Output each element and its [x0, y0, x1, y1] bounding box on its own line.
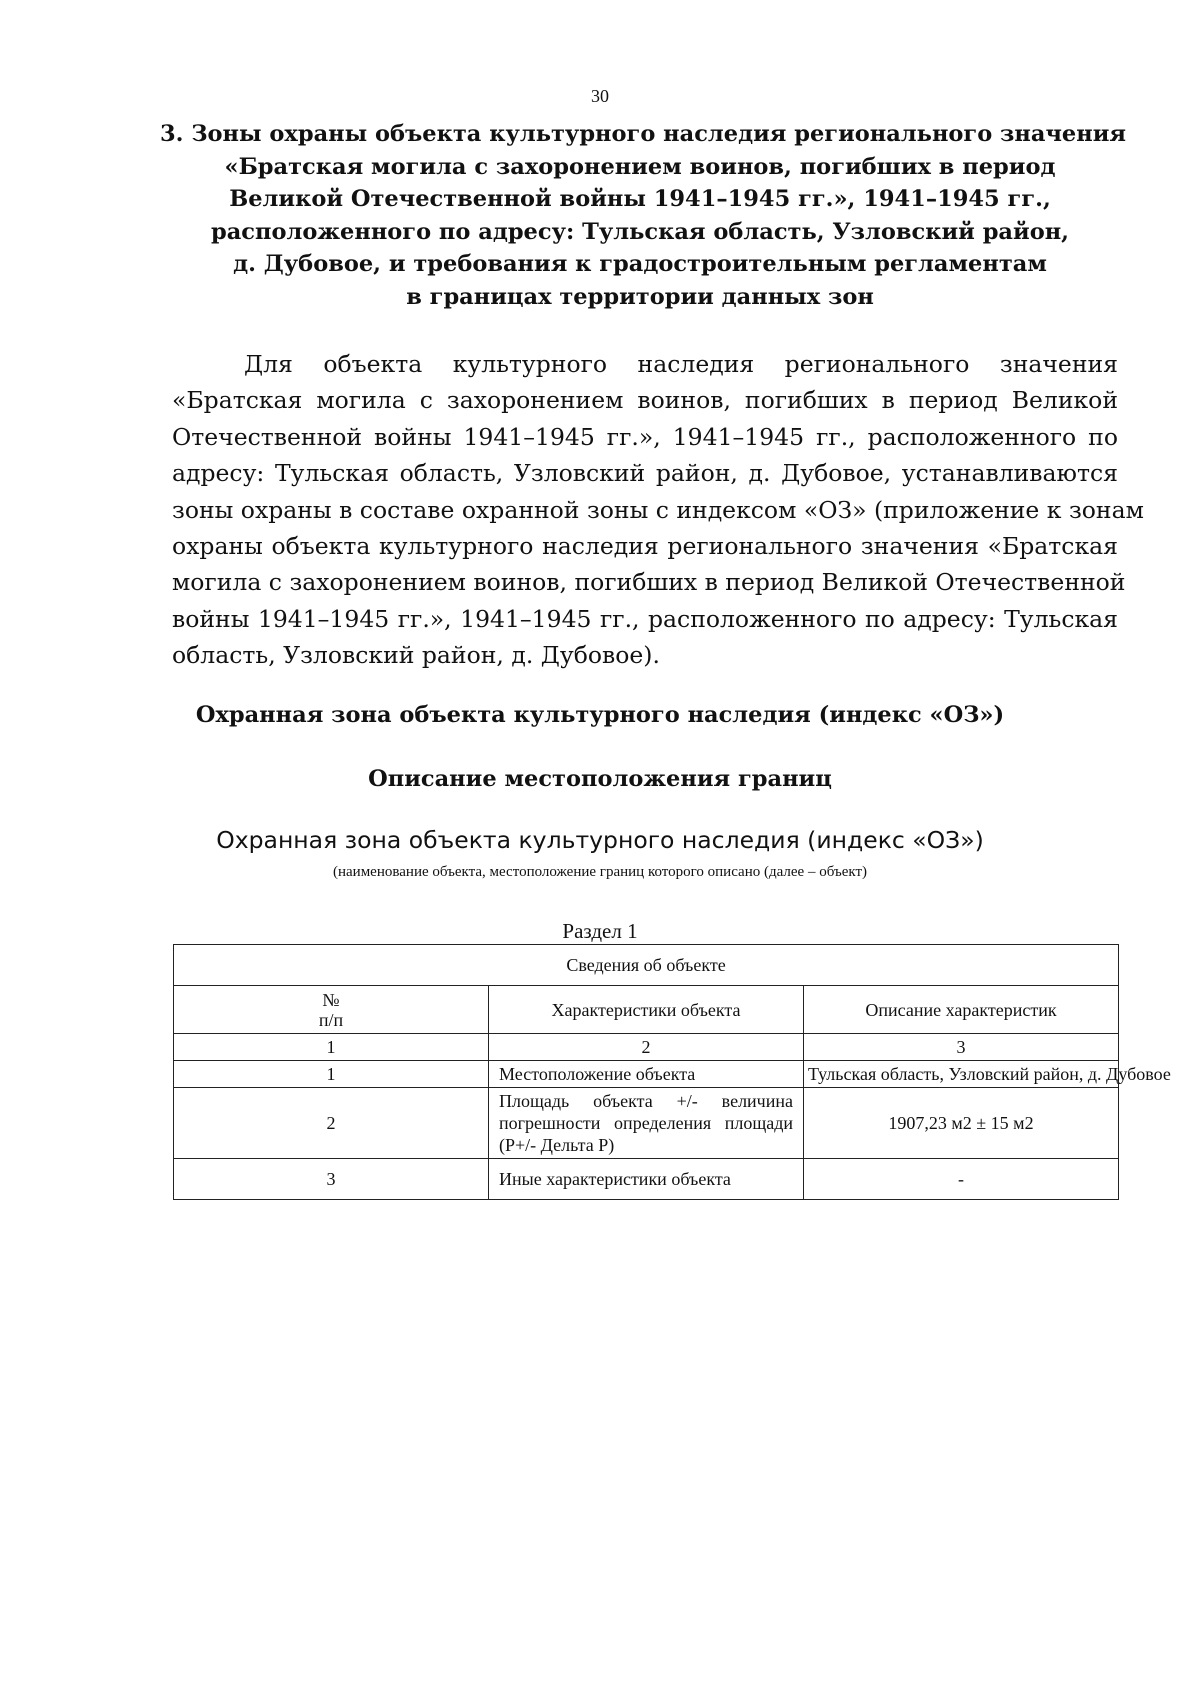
paragraph-line: адресу: Тульская область, Узловский район, д. Дубовое, устанавливаются — [172, 459, 1118, 488]
paragraph-line: Для объекта культурного наследия регионального значения — [244, 350, 1118, 378]
row-characteristic: Иные характеристики объекта — [489, 1159, 804, 1200]
header-num-abbr: п/п — [318, 1009, 344, 1030]
intro-paragraph — [172, 346, 1144, 674]
paragraph-line: «Братская могила с захоронением воинов, погибших в период Великой — [172, 386, 1118, 415]
column-number: 1 — [174, 1034, 489, 1061]
table-row — [174, 1088, 1119, 1159]
paragraph-line: Отечественной войны 1941–1945 гг.», 1941–1945 гг., расположенного по — [172, 422, 1118, 451]
zone-heading: Охранная зона объекта культурного наследия (индекс «ОЗ») — [195, 702, 1005, 728]
table-row — [174, 1159, 1119, 1200]
row-description: Тульская область, Узловский район, д. Дубовое — [804, 1061, 1119, 1088]
header-num-symbol: № — [322, 989, 340, 1010]
section-title-line: в границах территории данных зон — [406, 283, 874, 310]
section-title — [160, 118, 1127, 313]
column-number: 2 — [489, 1034, 804, 1061]
section-label: Раздел 1 — [562, 919, 638, 943]
column-number: 3 — [804, 1034, 1119, 1061]
boundary-heading: Описание местоположения границ — [368, 766, 832, 792]
header-characteristics: Характеристики объекта — [489, 986, 804, 1034]
table-row — [174, 1061, 1119, 1088]
row-number: 2 — [174, 1088, 489, 1159]
paragraph-line: область, Узловский район, д. Дубовое). — [172, 641, 660, 670]
object-info-table — [173, 944, 1171, 1200]
header-num — [174, 986, 489, 1034]
header-description: Описание характеристик — [804, 986, 1119, 1034]
row-number: 1 — [174, 1061, 489, 1088]
paragraph-line: охраны объекта культурного наследия регионального значения «Братская — [172, 532, 1118, 561]
section-title-line: Великой Отечественной войны 1941–1945 гг.», 1941–1945 гг., — [229, 186, 1051, 212]
table-header-row — [174, 986, 1119, 1034]
paragraph-line: войны 1941–1945 гг.», 1941–1945 гг., расположенного по адресу: Тульская — [172, 604, 1118, 633]
row-characteristic: Местоположение объекта — [489, 1061, 804, 1088]
table-title-row — [174, 945, 1119, 986]
row-description: 1907,23 м2 ± 15 м2 — [804, 1088, 1119, 1159]
section-title-line: 3. Зоны охраны объекта культурного наследия регионального значения — [160, 121, 1127, 147]
column-number-row — [174, 1034, 1119, 1061]
section-title-line: «Братская могила с захоронением воинов, погибших в период — [224, 153, 1056, 180]
row-characteristic: Площадь объекта +/- величина погрешности определения площади (Р+/- Дельта Р) — [489, 1088, 804, 1159]
object-caption: (наименование объекта, местоположение границ которого описано (далее – объект) — [332, 864, 868, 880]
row-description: - — [804, 1159, 1119, 1200]
paragraph-line: могила с захоронением воинов, погибших в период Великой Отечественной — [172, 568, 1126, 597]
table-title: Сведения об объекте — [174, 945, 1119, 986]
page-number: 30 — [591, 86, 609, 106]
object-name: Охранная зона объекта культурного наследия (индекс «ОЗ») — [216, 826, 984, 854]
section-title-line: расположенного по адресу: Тульская область, Узловский район, — [210, 218, 1070, 245]
paragraph-line: зоны охраны в составе охранной зоны с индексом «ОЗ» (приложение к зонам — [172, 495, 1144, 524]
row-number: 3 — [174, 1159, 489, 1200]
section-title-line: д. Дубовое, и требования к градостроительным регламентам — [233, 251, 1047, 277]
